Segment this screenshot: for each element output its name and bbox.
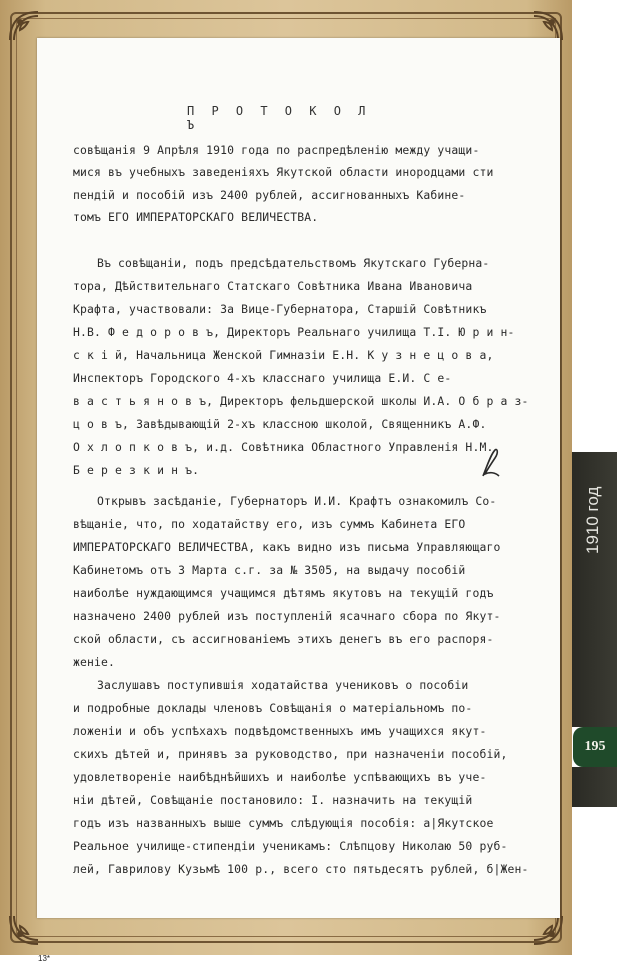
text-line: О х л о п к о в ъ, и.д. Совѣтника Областного Управленія Н.М. (73, 440, 494, 454)
text-line: Кабинетомъ отъ 3 Марта с.г. за № 3505, на выдачу пособій (73, 563, 466, 577)
text-line: томъ ЕГО ИМПЕРАТОРСКАГО ВЕЛИЧЕСТВА. (73, 210, 319, 224)
text-line: наиболѣе нуждающимся учащимся дѣтямъ якутовъ на текущій годъ (73, 586, 494, 600)
text-line: женіе. (73, 655, 116, 669)
text-line: ц о в ъ, Завѣдывающій 2-хъ классною школой, Священникъ А.Ф. (73, 417, 487, 431)
text-line: с к і й, Начальница Женской Гимназіи Е.Н. К у з н е ц о в а, (73, 348, 494, 362)
text-line: Реальное училище-стипендіи ученикамъ: Слѣпцову Николаю 50 руб- (73, 839, 508, 853)
text-line: Заслушавъ поступившія ходатайства учениковъ о пособіи (97, 678, 469, 692)
text-line: Крафта, участвовали: За Вице-Губернатора, Старшій Совѣтникъ (73, 302, 487, 316)
text-line: ніи дѣтей, Совѣщаніе постановило: І. назначить на текущій (73, 793, 473, 807)
text-line: тора, Дѣйствительнаго Статскаго Совѣтника Ивана Ивановича (73, 279, 473, 293)
document-title: П Р О Т О К О Л Ъ (187, 104, 371, 132)
text-line: Открывъ засѣданіе, Губернаторъ И.И. Крафтъ ознакомилъ Со- (97, 494, 497, 508)
text-line: в а с т ь я н о в ъ, Директоръ фельдшерской школы И.А. О б р а з- (73, 394, 529, 408)
text-line: ской области, съ ассигнованіемъ этихъ денегъ въ его распоря- (73, 632, 494, 646)
text-line: ИМПЕРАТОРСКАГО ВЕЛИЧЕСТВА, какъ видно изъ письма Управляющаго (73, 540, 501, 554)
text-line: ложеніи и объ успѣхахъ подвѣдомственныхъ имъ учащихся якут- (73, 724, 487, 738)
text-line: назначено 2400 рублей изъ поступленій ясачнаго сбора по Якут- (73, 609, 501, 623)
text-line: мися въ учебныхъ заведеніяхъ Якутской области инородцами сти (73, 165, 494, 179)
text-line: скихъ дѣтей и, принявъ за руководство, при назначеніи пособій, (73, 747, 508, 761)
text-line: вѣщаніе, что, по ходатайству его, изъ суммъ Кабинета ЕГО (73, 517, 466, 531)
handwritten-mark-icon (477, 446, 505, 482)
text-line: пендій и пособій изъ 2400 рублей, ассигнованныхъ Кабине- (73, 188, 466, 202)
page-number: 195 (584, 739, 606, 754)
text-line: Н.В. Ф е д о р о в ъ, Директоръ Реальнаго училища Т.І. Ю р и н- (73, 325, 515, 339)
side-strip-lower (572, 767, 617, 807)
text-line: годъ изъ названныхъ выше суммъ слѣдующія пособія: а|Якутское (73, 816, 494, 830)
text-line: и подробные доклады членовъ Совѣщанія о матеріальномъ по- (73, 701, 473, 715)
text-line: Инспекторъ Городского 4-хъ класснаго училища Е.И. С е- (73, 371, 452, 385)
text-line: Б е р е з к и н ъ. (73, 463, 200, 477)
year-label: 1910 год (583, 486, 602, 554)
page-number-badge (573, 727, 617, 767)
footnote: 13* (38, 954, 51, 963)
text-line: удовлетвореніе наибѣднѣйшихъ и наиболѣе успѣвающихъ въ уче- (73, 770, 487, 784)
text-line: лей, Гаврилову Кузьмѣ 100 р., всего сто пятьдесятъ рублей, б|Жен- (73, 862, 529, 876)
text-line: совѣщанія 9 Апрѣля 1910 года по распредѣленію между учащи- (73, 143, 480, 157)
text-line: Въ совѣщаніи, подъ предсѣдательствомъ Якутскаго Губерна- (97, 256, 490, 270)
